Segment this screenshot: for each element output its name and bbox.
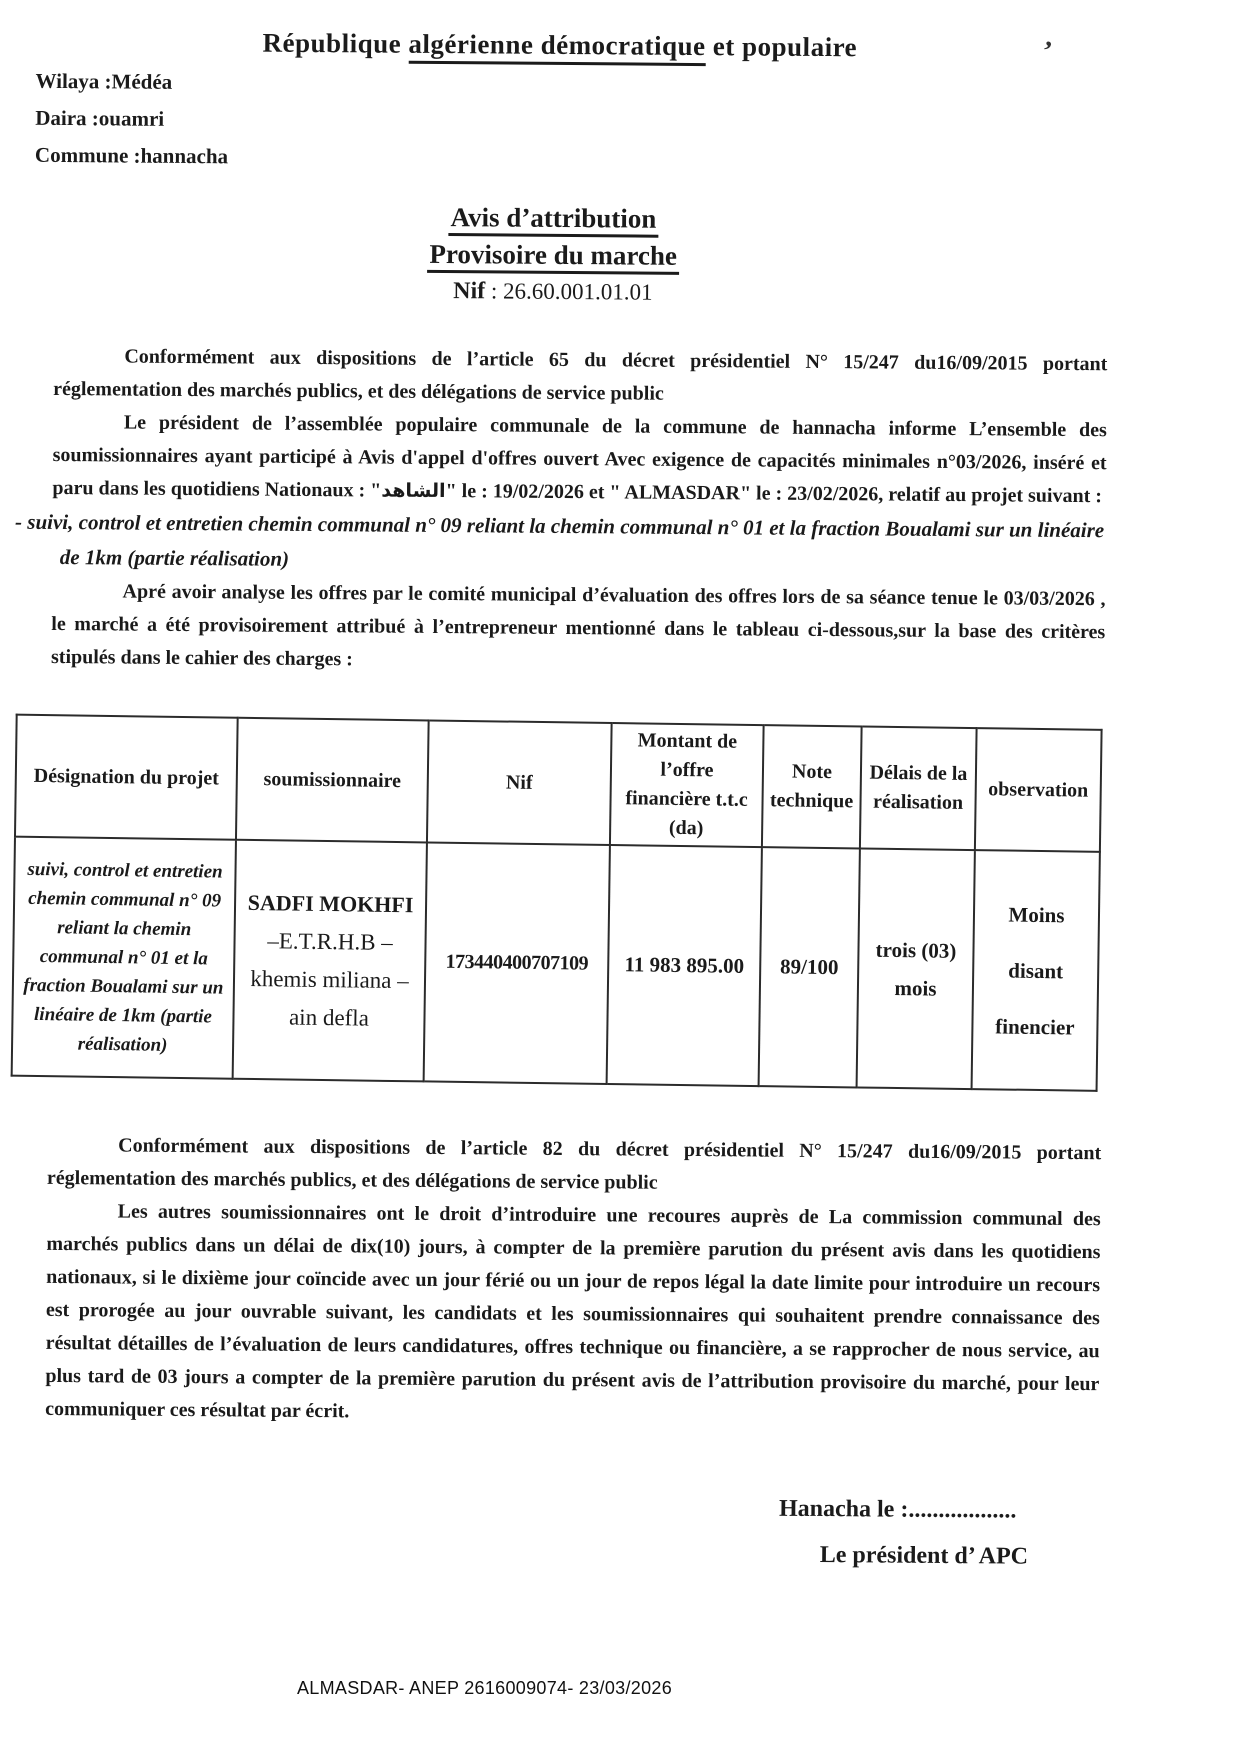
col-header-designation: Désignation du projet xyxy=(15,715,238,840)
cell-observation: Moins disant finencier xyxy=(972,850,1100,1091)
scan-content xyxy=(0,26,1240,1582)
cell-soumissionnaire xyxy=(233,840,427,1082)
scan-pen-mark: ’ xyxy=(1038,35,1055,68)
anep-footer: ALMASDAR- ANEP 2616009074- 23/03/2026 xyxy=(297,1678,673,1698)
admin-block xyxy=(35,63,1240,183)
signature-place-date: Hanacha le :.................. xyxy=(778,1495,1017,1524)
col-header-delais: Délais de la réalisation xyxy=(860,726,977,850)
notice-titles xyxy=(0,196,1239,312)
arabic-newspaper-name: الشاهد xyxy=(381,479,446,503)
nif-value: : 26.60.001.01.01 xyxy=(485,278,653,305)
soumissionnaire-line: –E.T.R.H.B – xyxy=(267,927,393,955)
nif-label: Nif xyxy=(453,278,486,305)
republic-title xyxy=(0,26,1240,67)
paragraph-evaluation: Apré avoir analyse les offres par le comité municipal d’évaluation des offres lors de sa séance tenue le 03/03/2026 , le marché a été provisoirement attribué à l’entrepreneur mentionné dans le tableau ci-dessous,sur la base des critères stipulés dans le cahier des charges : xyxy=(50,580,1106,671)
soumissionnaire-line: ain defla xyxy=(288,1004,370,1031)
col-header-soumissionnaire: soumissionnaire xyxy=(236,718,429,843)
paragraph-article-65: Conformément aux dispositions de l’article 65 du décret présidentiel N° 15/247 du16/09/2015 portant réglementation des marchés publics, et des délégations de service public xyxy=(53,345,1108,405)
commune-line: Commune :hannacha xyxy=(34,142,229,169)
paragraph-announcement-start: Le président de l’assemblée populaire communale de la commune de hannacha informe L’ensemble des soumissionnaires ayant participé à Avis d'appel d'offres ouvert Avec exigence de capacités minimales n°03/2026, inséré et paru dans les quotidiens Nationaux : " xyxy=(52,411,1107,502)
republic-title-post: et populaire xyxy=(705,31,858,63)
soumissionnaire-line: khemis miliana – xyxy=(250,965,409,993)
header-row xyxy=(15,715,1102,852)
cell-note-technique: 89/100 xyxy=(759,847,860,1087)
project-description-line: - suivi, control et entretien chemin communal n° 09 reliant la chemin communal n° 01 et la fraction Boualami sur un linéaire de 1km (partie réalisation) xyxy=(15,509,1105,571)
col-header-observation: observation xyxy=(975,728,1102,852)
notice-title-line2 xyxy=(0,233,1108,279)
soumissionnaire-name: SADFI MOKHFI xyxy=(247,889,414,917)
notice-subtitle-text: Provisoire du marche xyxy=(427,239,679,275)
daira-line: Daira :ouamri xyxy=(35,105,165,131)
award-table-header xyxy=(15,715,1102,852)
signature-title: Le président d’ APC xyxy=(819,1542,1029,1570)
cell-nif: 173440400707109 xyxy=(424,842,610,1084)
col-header-nif: Nif xyxy=(427,720,612,845)
cell-montant: 11 983 895.00 xyxy=(607,845,762,1086)
paragraph-article-82: Conformément aux dispositions de l’article 82 du décret présidentiel N° 15/247 du16/09/2015 portant réglementation des marchés publics, et des délégations de service public xyxy=(46,1134,1102,1194)
col-header-montant: Montant de l’offre financière t.t.c (da) xyxy=(610,723,764,847)
paragraph-announcement-end: " le : 19/02/2026 et " ALMASDAR" le : 23/02/2026, relatif au projet suivant : xyxy=(445,480,1103,508)
nif-line xyxy=(0,275,1108,311)
paragraph-announcement xyxy=(52,406,1107,513)
paragraph-recours: Les autres soumissionnaires ont le droit d’introduire une recoures auprès de La commission communal des marchés publics dans un délai de dix(10) jours, à compter de la première parution du présent avis dans les quotidiens nationaux, si le dixième jour coïncide avec un jour férié ou un jour de repos légal la date limite pour introduire un recours est prorogée au jour ouvrable suivant, les candidats et les soumissionnaires qui souhaitent prendre connaissance des résultat détailles de l’évaluation de leurs candidatures, offres technique ou financière, a se rapprocher de nous service, au plus tard de 03 jours a compter de la première parution du présent avis de l’attribution provisoire du marché, pour leur communiquer ces résultat par écrit. xyxy=(45,1200,1101,1423)
signature-block xyxy=(44,1480,1099,1580)
cell-delais: trois (03) mois xyxy=(857,848,975,1089)
republic-title-pre: République xyxy=(262,27,409,59)
republic-title-underlined: algérienne démocratique xyxy=(408,29,705,66)
col-header-note: Note technique xyxy=(762,725,862,848)
table-row xyxy=(12,837,1100,1091)
cell-designation: suivi, control et entretien chemin communal n° 09 reliant la chemin communal n° 01 et la fraction Boualami sur un linéaire de 1km (partie réalisation) xyxy=(12,837,236,1079)
award-table-body xyxy=(12,837,1100,1091)
wilaya-line: Wilaya :Médéa xyxy=(35,68,173,94)
document-body xyxy=(15,340,1108,1580)
award-table xyxy=(11,714,1103,1092)
notice-title-text: Avis d’attribution xyxy=(448,202,658,238)
